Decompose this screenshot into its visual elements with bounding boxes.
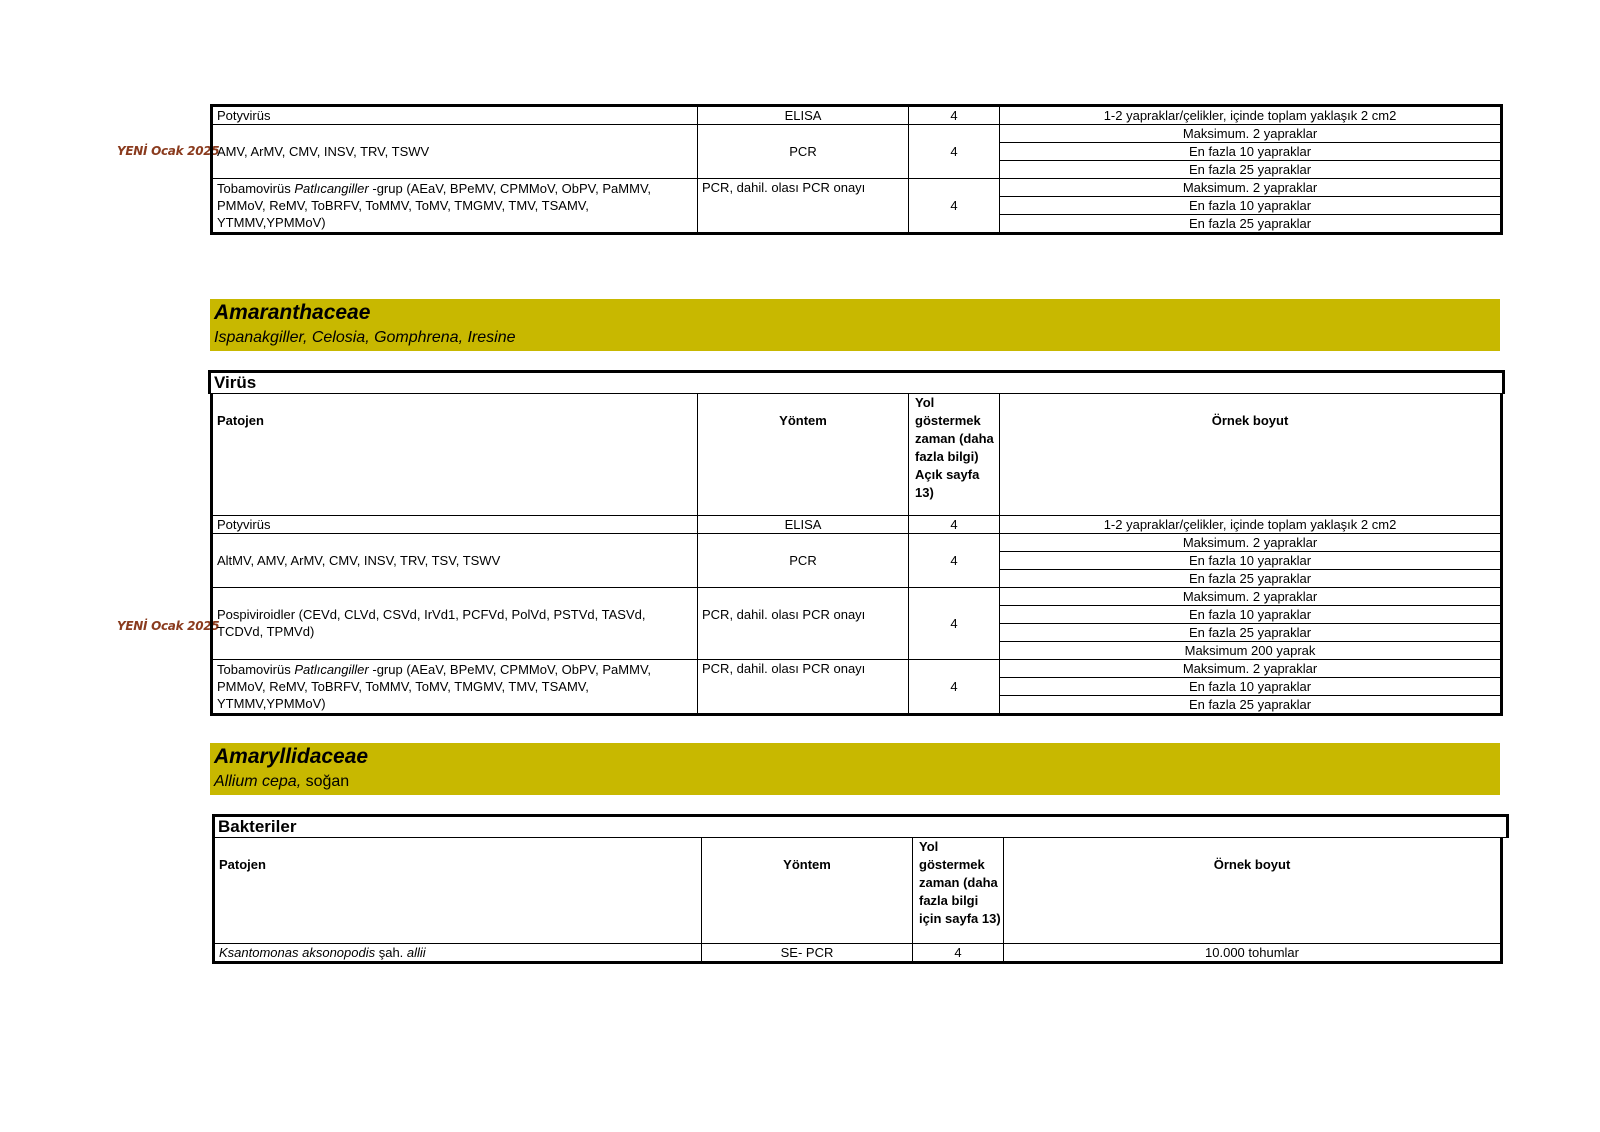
method-cell: ELISA — [698, 106, 909, 125]
sample-size-cell: Maksimum. 2 yapraklar — [1000, 125, 1502, 143]
sample-size-cell: Maksimum. 2 yapraklar — [1000, 179, 1502, 197]
sample-size-cell: En fazla 25 yapraklar — [1000, 624, 1502, 642]
sample-size-cell: 1-2 yapraklar/çelikler, içinde toplam yaklaşık 2 cm2 — [1000, 516, 1502, 534]
method-cell: PCR, dahil. olası PCR onayı — [698, 660, 909, 715]
family-band-amaryllidaceae — [210, 743, 1500, 795]
pathogen-cell: AMV, ArMV, CMV, INSV, TRV, TSWV — [212, 125, 698, 179]
days-cell: 4 — [909, 516, 1000, 534]
pathogen-cell: Potyvirüs — [212, 516, 698, 534]
section-header-bacteria: Bakteriler — [212, 814, 1509, 838]
pathogen-cell: Ksantomonas aksonopodis şah. allii — [214, 944, 702, 963]
sample-size-cell: 10.000 tohumlar — [1004, 944, 1502, 963]
sample-size-cell: En fazla 10 yapraklar — [1000, 552, 1502, 570]
sample-size-cell: Maksimum. 2 yapraklar — [1000, 534, 1502, 552]
new-tag-amaranthaceae: YENİ Ocak 2025 — [117, 619, 220, 633]
section-header-virus: Virüs — [208, 370, 1505, 394]
sample-size-cell: En fazla 10 yapraklar — [1000, 678, 1502, 696]
days-cell: 4 — [909, 179, 1000, 234]
pathogen-cell: Potyvirüs — [212, 106, 698, 125]
method-cell: PCR, dahil. olası PCR onayı — [698, 588, 909, 660]
method-cell: PCR — [698, 125, 909, 179]
family-subtitle: Allium cepa, soğan — [214, 773, 350, 790]
new-tag-top: YENİ Ocak 2025 — [117, 144, 220, 158]
family-name: Amaranthaceae — [214, 301, 371, 324]
header-sample-size: Örnek boyut — [1004, 838, 1502, 944]
top-virus-table — [210, 104, 1503, 235]
sample-size-cell: En fazla 25 yapraklar — [1000, 696, 1502, 715]
sample-size-cell: En fazla 25 yapraklar — [1000, 570, 1502, 588]
sample-size-cell: Maksimum. 2 yapraklar — [1000, 660, 1502, 678]
days-cell: 4 — [909, 106, 1000, 125]
header-days: Yol göstermek zaman (daha fazla bilgi için sayfa 13) — [913, 838, 1004, 944]
method-cell: PCR, dahil. olası PCR onayı — [698, 179, 909, 234]
family-band-amaranthaceae — [210, 299, 1500, 351]
header-method: Yöntem — [698, 394, 909, 516]
pathogen-cell: Tobamovirüs Patlıcangiller -grup (AEaV, BPeMV, CPMMoV, ObPV, PaMMV, PMMoV, ReMV, ToBRFV, ToMMV, ToMV, TMGMV, TMV, TSAMV, YTMMV,YPMMoV) — [212, 179, 698, 234]
days-cell: 4 — [909, 660, 1000, 715]
header-sample-size: Örnek boyut — [1000, 394, 1502, 516]
sample-size-cell: En fazla 10 yapraklar — [1000, 143, 1502, 161]
days-cell: 4 — [909, 534, 1000, 588]
header-method: Yöntem — [702, 838, 913, 944]
sample-size-cell: En fazla 25 yapraklar — [1000, 161, 1502, 179]
family-subtitle: Ispanakgiller, Celosia, Gomphrena, Iresine — [214, 329, 516, 346]
header-pathogen: Patojen — [214, 838, 702, 944]
sample-size-cell: Maksimum 200 yaprak — [1000, 642, 1502, 660]
method-cell: PCR — [698, 534, 909, 588]
sample-size-cell: En fazla 25 yapraklar — [1000, 215, 1502, 234]
days-cell: 4 — [913, 944, 1004, 963]
sample-size-cell: En fazla 10 yapraklar — [1000, 606, 1502, 624]
family-name: Amaryllidaceae — [214, 745, 369, 768]
method-cell: ELISA — [698, 516, 909, 534]
sample-size-cell: Maksimum. 2 yapraklar — [1000, 588, 1502, 606]
sample-size-cell: En fazla 10 yapraklar — [1000, 197, 1502, 215]
amaryllidaceae-bacteria-table — [212, 837, 1503, 964]
pathogen-cell: Tobamovirüs Patlıcangiller -grup (AEaV, BPeMV, CPMMoV, ObPV, PaMMV, PMMoV, ReMV, ToBRFV, ToMMV, ToMV, TMGMV, TMV, TSAMV, YTMMV,YPMMoV) — [212, 660, 698, 715]
amaranthaceae-virus-table — [210, 393, 1503, 716]
header-days: Yol göstermek zaman (daha fazla bilgi) Açık sayfa 13) — [909, 394, 1000, 516]
pathogen-cell: AltMV, AMV, ArMV, CMV, INSV, TRV, TSV, TSWV — [212, 534, 698, 588]
days-cell: 4 — [909, 125, 1000, 179]
sample-size-cell: 1-2 yapraklar/çelikler, içinde toplam yaklaşık 2 cm2 — [1000, 106, 1502, 125]
days-cell: 4 — [909, 588, 1000, 660]
pathogen-cell: Pospiviroidler (CEVd, CLVd, CSVd, IrVd1, PCFVd, PolVd, PSTVd, TASVd, TCDVd, TPMVd) — [212, 588, 698, 660]
method-cell: SE- PCR — [702, 944, 913, 963]
header-pathogen: Patojen — [212, 394, 698, 516]
